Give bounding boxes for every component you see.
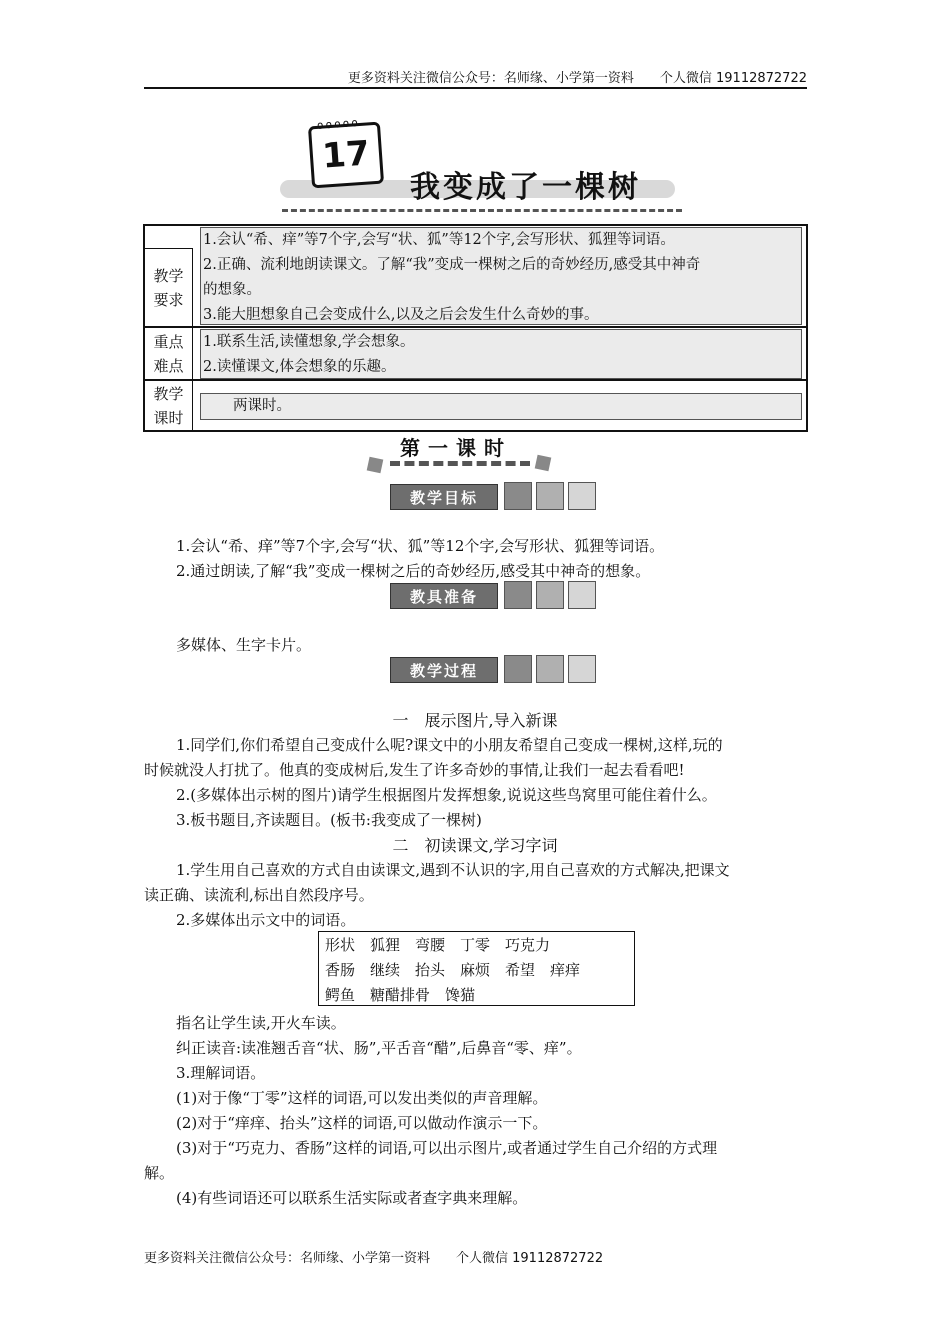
tag-block <box>536 581 564 609</box>
goal-line: 3.能大胆想象自己会变成什么,以及之后会发生什么奇妙的事。 <box>203 307 599 323</box>
objective-line: 2.通过朗读,了解“我”变成一棵树之后的奇妙经历,感受其中神奇的想象。 <box>176 562 651 580</box>
tag-block <box>568 655 596 683</box>
keypoints-label-text: 重点难点 <box>153 332 184 375</box>
tag-block <box>536 482 564 510</box>
page-header: 更多资料关注微信公众号：名师缘、小学第一资料 个人微信 19112872722 <box>347 71 807 86</box>
goals-row <box>145 226 806 328</box>
hours-row <box>145 381 806 430</box>
tag-block <box>568 581 596 609</box>
prep-text: 多媒体、生字卡片。 <box>176 636 312 654</box>
goal-line: 1.会认“希、痒”等7个字,会写“状、狐”等12个字,会写形状、狐狸等词语。 <box>203 232 675 248</box>
body-line: 3.理解词语。 <box>176 1064 266 1082</box>
hours-label <box>145 381 193 430</box>
process-tag-label: 教学过程 <box>390 657 498 683</box>
step2-line: 2.多媒体出示文中的词语。 <box>176 911 356 929</box>
goal-line: 2.正确、流利地朗读课文。了解“我”变成一棵树之后的奇妙经历,感受其中神奇 <box>203 257 701 273</box>
goal-line: 的想象。 <box>203 282 261 298</box>
requirements-table <box>143 224 808 432</box>
divider-square <box>367 457 384 474</box>
keypoints-content <box>200 329 802 379</box>
body-line: 解。 <box>144 1164 175 1182</box>
objective-line: 1.会认“希、痒”等7个字,会写“状、狐”等12个字,会写形状、狐狸等词语。 <box>176 537 665 555</box>
objectives-tag-label: 教学目标 <box>390 484 498 510</box>
keypoint-line: 1.联系生活,读懂想象,学会想象。 <box>203 334 415 350</box>
lesson-title-banner <box>270 115 690 218</box>
goals-label <box>145 248 193 326</box>
vocabulary-row: 香肠 继续 抬头 麻烦 希望 痒痒 <box>325 961 581 979</box>
keypoints-label <box>145 328 193 379</box>
step2-line: 1.学生用自己喜欢的方式自由读课文,遇到不认识的字,用自己喜欢的方式解决,把课文 <box>176 861 730 879</box>
body-line: 指名让学生读,开火车读。 <box>176 1014 346 1032</box>
body-line: (2)对于“痒痒、抬头”这样的词语,可以做动作演示一下。 <box>176 1114 548 1132</box>
lesson-number: 17 <box>320 133 371 177</box>
goals-label-text: 教学要求 <box>153 266 184 309</box>
header-rule <box>144 87 807 89</box>
hours-text: 两课时。 <box>233 398 291 414</box>
vocabulary-box <box>318 931 635 1006</box>
body-line: (1)对于像“丁零”这样的词语,可以发出类似的声音理解。 <box>176 1089 548 1107</box>
section-title: 第一课时 <box>400 436 512 460</box>
calendar-rings: ooooo <box>316 115 361 132</box>
step1-line: 3.板书题目,齐读题目。(板书:我变成了一棵树) <box>176 811 482 829</box>
calendar-icon <box>308 115 384 189</box>
tag-block <box>568 482 596 510</box>
tag-block <box>504 482 532 510</box>
prep-tag-label: 教具准备 <box>390 583 498 609</box>
goals-content <box>200 227 802 325</box>
step1-heading: 一 展示图片,导入新课 <box>392 711 558 730</box>
divider-square <box>535 455 552 472</box>
step2-heading: 二 初读课文,学习字词 <box>392 836 558 855</box>
step2-line: 读正确、读流利,标出自然段序号。 <box>144 886 374 904</box>
hours-content <box>200 393 802 420</box>
keypoint-line: 2.读懂课文,体会想象的乐趣。 <box>203 359 396 375</box>
keypoints-row <box>145 328 806 381</box>
body-line: (4)有些词语还可以联系生活实际或者查字典来理解。 <box>176 1189 528 1207</box>
body-line: 纠正读音:读准翘舌音“状、肠”,平舌音“醋”,后鼻音“零、痒”。 <box>176 1039 582 1057</box>
tag-block <box>504 581 532 609</box>
section-divider <box>368 456 552 472</box>
tag-block <box>504 655 532 683</box>
hours-label-text: 教学课时 <box>153 384 184 427</box>
vocabulary-row: 形状 狐狸 弯腰 丁零 巧克力 <box>325 936 551 954</box>
page-title: 我变成了一棵树 <box>410 170 641 205</box>
step1-line: 1.同学们,你们希望自己变成什么呢?课文中的小朋友希望自己变成一棵树,这样,玩的 <box>176 736 723 754</box>
step1-line: 时候就没人打扰了。他真的变成树后,发生了许多奇妙的事情,让我们一起去看看吧! <box>144 761 685 779</box>
body-line: (3)对于“巧克力、香肠”这样的词语,可以出示图片,或者通过学生自己介绍的方式理 <box>176 1139 718 1157</box>
divider-dots <box>390 461 530 466</box>
title-divider <box>282 209 682 212</box>
step1-line: 2.(多媒体出示树的图片)请学生根据图片发挥想象,说说这些鸟窝里可能住着什么。 <box>176 786 717 804</box>
tag-block <box>536 655 564 683</box>
vocabulary-row: 鳄鱼 糖醋排骨 馋猫 <box>325 986 476 1004</box>
page-footer: 更多资料关注微信公众号：名师缘、小学第一资料 个人微信 19112872722 <box>144 1251 604 1266</box>
